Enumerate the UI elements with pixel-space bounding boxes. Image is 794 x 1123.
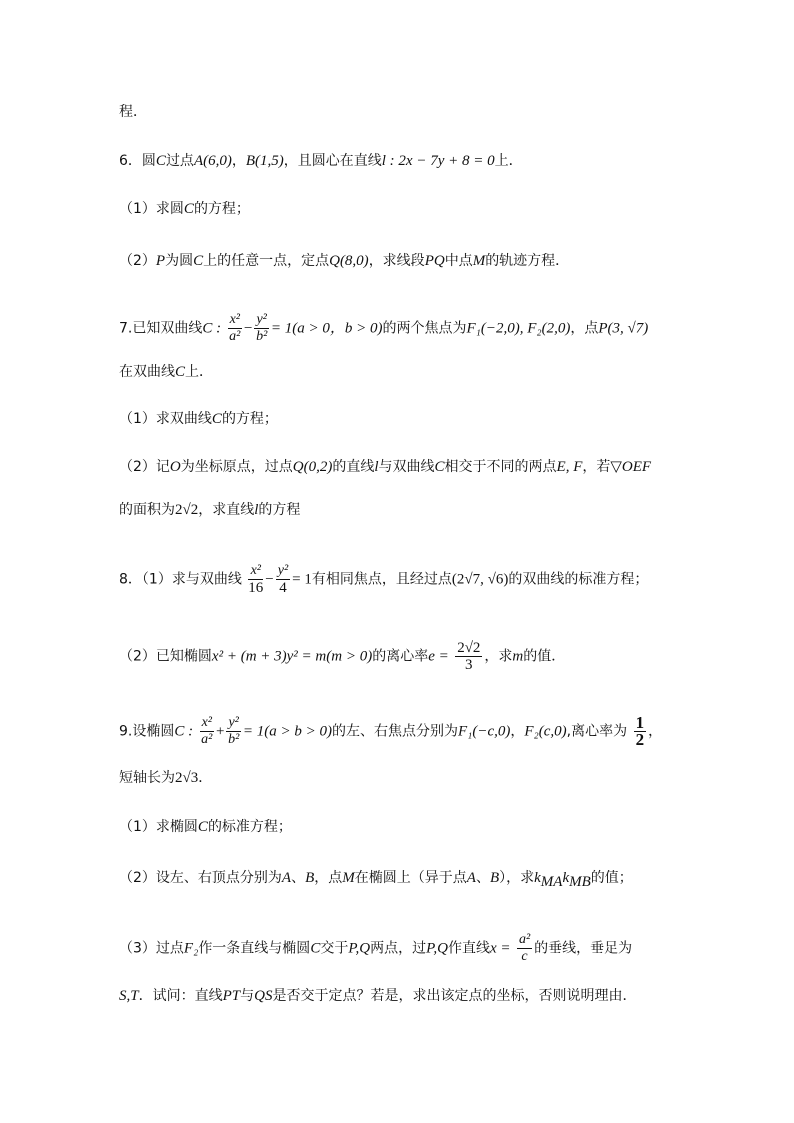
question-9-part-3: （3）过点F₂作一条直线与椭圆C交于P,Q两点，过P,Q作直线x = $\frac{\text{a²}}{c}$ 的垂线，垂足为 <box>119 932 633 964</box>
fraction-y2-4: $\frac{\text{y²}}{4}$ <box>277 563 289 596</box>
question-7-cont: 在双曲线C上． <box>119 364 214 380</box>
fraction-one-half: $\frac{1}{2}$ <box>635 713 645 749</box>
question-6-part-2: （2）P为圆C上的任意一点，定点Q(8,0)，求线段PQ中点M的轨迹方程． <box>119 253 570 269</box>
question-8-part-2: （2）已知椭圆x² + (m + 3)y² = m(m > 0)的离心率e = $\frac{2√2}{3}$ ，求m的值． <box>119 640 566 673</box>
question-7-part-2: （2）记O为坐标原点，过点Q(0,2)的直线l与双曲线C相交于不同的两点E, F，若▽OEF <box>119 459 652 475</box>
text-line-continuation: 程． <box>119 104 147 120</box>
fraction-x2-a2: $\frac{\text{x²}}{\text{a²}}$ <box>201 715 213 747</box>
question-9-cont: 短轴长为2√3． <box>119 770 213 786</box>
question-7-part-1: （1）求双曲线C的方程； <box>119 411 278 427</box>
question-9: 9.设椭圆C : $\frac{\text{x²}}{\text{a²}}$ + $\frac{\text{y²}}{\text{b²}}$ = 1(a > b > 0)的左、右焦点分别为F₁(−c,0)，F₂(c,0),离心率为 $\frac{1}{2}$ ， <box>119 713 663 749</box>
fraction-eccentricity: $\frac{2√2}{3}$ <box>457 640 481 673</box>
question-6: 6．圆C过点A(6,0)，B(1,5)，且圆心在直线l : 2x − 7y + 8 = 0上． <box>119 153 523 169</box>
question-9-part-1: （1）求椭圆C的标准方程； <box>119 819 292 835</box>
fraction-x2-16: $\frac{\text{x²}}{16}$ <box>248 563 264 596</box>
question-9-part-3-cont: S,T．试问：直线PT与QS是否交于定点？若是，求出该定点的坐标，否则说明理由． <box>119 988 637 1004</box>
fraction-y2-b2: $\frac{\text{y²}}{\text{b²}}$ <box>228 715 240 747</box>
fraction-a2-c: $\frac{\text{a²}}{c}$ <box>518 932 531 964</box>
fraction-y2-b2: $\frac{\text{y²}}{\text{b²}}$ <box>256 312 268 344</box>
fraction-x2-a2: $\frac{\text{x²}}{\text{a²}}$ <box>229 312 241 344</box>
question-6-part-1: （1）求圆C的方程； <box>119 201 250 217</box>
question-9-part-2: （2）设左、右顶点分别为A、B，点M在椭圆上（异于点A、B），求$k_{MA}k_{MB}$的值； <box>119 870 633 890</box>
question-7: 7.已知双曲线C : $\frac{\text{x²}}{\text{a²}}$ − $\frac{\text{y²}}{\text{b²}}$ = 1(a > 0，b > 0)的两个焦点为F₁(−2,0), F₂(2,0)，点P(3, √7) <box>119 312 649 344</box>
question-8-part-1: 8．（1）求与双曲线 $\frac{\text{x²}}{16}$ − $\frac{\text{y²}}{4}$ = 1有相同焦点，且经过点(2√7, √6)的双曲线的标准方程； <box>119 563 649 596</box>
question-7-part-2-cont: 的面积为2√2，求直线l的方程 <box>119 502 301 518</box>
